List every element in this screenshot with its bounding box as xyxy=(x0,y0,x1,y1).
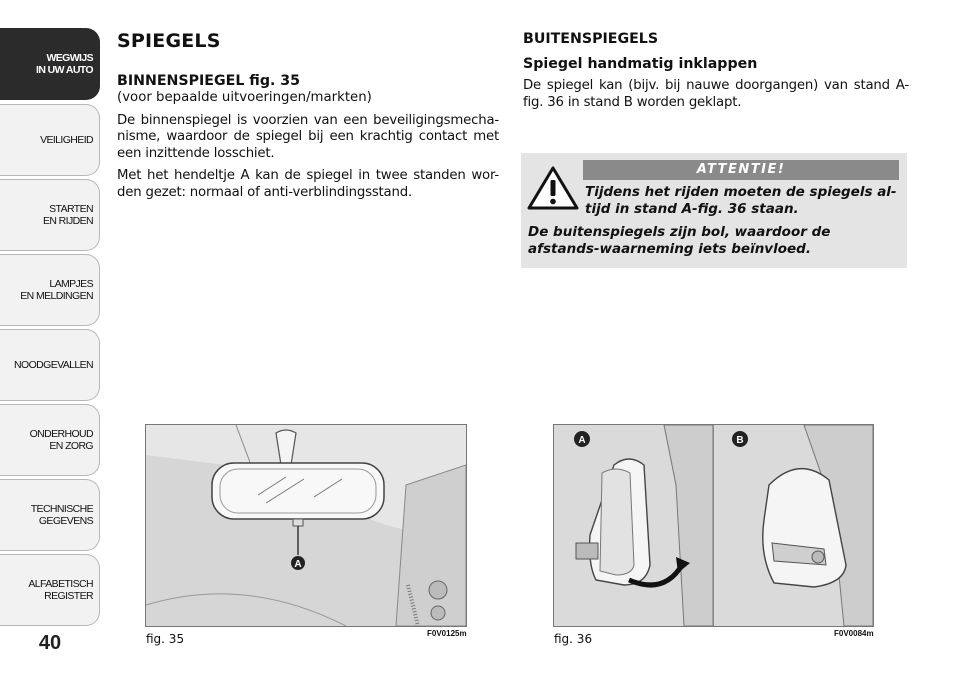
figure-36-exterior-mirror xyxy=(553,424,874,627)
tab-starten[interactable]: STARTEN EN RIJDEN xyxy=(0,179,100,251)
tab-noodgevallen[interactable]: NOODGEVALLEN xyxy=(0,329,100,401)
warning-box xyxy=(521,153,907,268)
figure-35-interior-mirror xyxy=(145,424,467,627)
paragraph-buitenspiegels: De spiegel kan (bijv. bij nauwe doorgangen) van stand A-fig. 36 in stand B worden geklapt. xyxy=(523,78,909,110)
page-title: SPIEGELS xyxy=(117,30,221,52)
paragraph-binnenspiegel-1: De binnenspiegel is voorzien van een beveiligingsmecha-nisme, waardoor de spiegel bij een krachtig contact met een inzittende losschiet. xyxy=(117,112,499,161)
section-subtitle: (voor bepaalde uitvoeringen/markten) xyxy=(117,90,372,105)
tab-register[interactable]: ALFABETISCH REGISTER xyxy=(0,554,100,626)
paragraph-binnenspiegel-2: Met het hendeltje A kan de spiegel in twee standen wor-den gezet: normaal of anti-verblindingsstand. xyxy=(117,168,499,200)
section-title-binnenspiegel: BINNENSPIEGEL fig. 35 xyxy=(117,73,301,89)
marker-a-label: A xyxy=(294,559,302,570)
warning-triangle-icon xyxy=(527,165,579,211)
page-number: 40 xyxy=(38,632,62,654)
figure-35-code: F0V0125m xyxy=(427,629,467,638)
warning-banner: ATTENTIE! xyxy=(583,160,899,180)
tab-wegwijs[interactable]: WEGWIJS IN UW AUTO xyxy=(0,28,100,100)
marker-b-fig36-label: B xyxy=(736,435,744,446)
marker-a-fig36-label: A xyxy=(578,435,586,446)
warning-text-1: Tijdens het rijden moeten de spiegels al-tijd in stand A-fig. 36 staan. xyxy=(585,184,897,217)
section-subtitle-inklappen: Spiegel handmatig inklappen xyxy=(523,56,758,72)
tab-lampjes[interactable]: LAMPJES EN MELDINGEN xyxy=(0,254,100,326)
tab-onderhoud[interactable]: ONDERHOUD EN ZORG xyxy=(0,404,100,476)
right-column xyxy=(523,30,909,117)
figure-36-code: F0V0084m xyxy=(834,629,874,638)
figure-35-caption: fig. 35 xyxy=(146,632,185,646)
figure-36-caption: fig. 36 xyxy=(554,632,593,646)
tab-technische[interactable]: TECHNISCHE GEGEVENS xyxy=(0,479,100,551)
section-title-buitenspiegels: BUITENSPIEGELS xyxy=(523,31,659,47)
warning-text-2: De buitenspiegels zijn bol, waardoor de afstands-waarneming iets beïnvloed. xyxy=(528,224,831,257)
tab-veiligheid[interactable]: VEILIGHEID xyxy=(0,104,100,176)
left-column xyxy=(117,30,499,207)
